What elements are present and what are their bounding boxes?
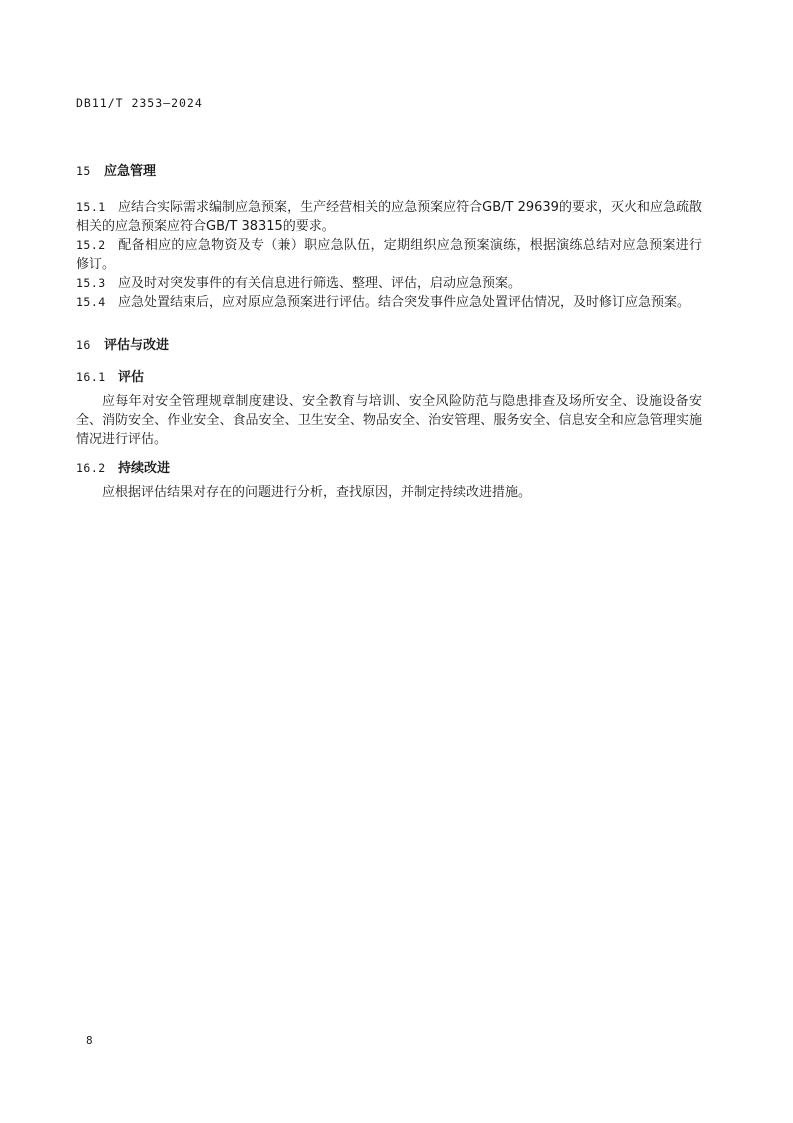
clause-text: 配备相应的应急物资及专（兼）职应急队伍，定期组织应急预案演练，根据演练总结对应急预案进行修订。 [76, 238, 702, 272]
page-content [76, 160, 702, 502]
section-number: 16 [76, 338, 91, 352]
subsection-number: 16.2 [76, 461, 106, 475]
clause-text: 应急处置结束后，应对原应急预案进行评估。结合突发事件应急处置评估情况，及时修订应急预案。 [118, 295, 691, 310]
page-number: 8 [86, 1034, 93, 1047]
section-title: 应急管理 [104, 164, 157, 179]
section-15-heading [76, 160, 702, 184]
clause-text: 应及时对突发事件的有关信息进行筛选、整理、评估，启动应急预案。 [118, 276, 522, 291]
clause-number: 15.4 [76, 295, 106, 309]
standard-code-header: DB11/T 2353—2024 [76, 96, 203, 110]
subsection-16-1-text: 应每年对安全管理规章制度建设、安全教育与培训、安全风险防范与隐患排查及场所安全、设施设备安全、消防安全、作业安全、食品安全、卫生安全、物品安全、治安管理、服务安全、信息安全和应急管理实施情况进行评估。 [76, 394, 702, 447]
clause-number: 15.2 [76, 238, 106, 252]
clause-text: 应结合实际需求编制应急预案，生产经营相关的应急预案应符合GB/T 29639的要求，灭火和应急疏散相关的应急预案应符合GB/T 38315的要求。 [76, 200, 702, 234]
clause-15-4 [76, 293, 702, 312]
clause-15-3 [76, 274, 702, 293]
section-title: 评估与改进 [104, 338, 170, 353]
clause-15-1 [76, 198, 702, 236]
clause-number: 15.1 [76, 200, 106, 214]
subsection-number: 16.1 [76, 370, 106, 384]
subsection-title: 持续改进 [118, 461, 171, 476]
clause-15-2 [76, 236, 702, 274]
subsection-title: 评估 [118, 370, 145, 385]
section-number: 15 [76, 164, 91, 178]
subsection-16-2-text: 应根据评估结果对存在的问题进行分析，查找原因，并制定持续改进措施。 [102, 485, 532, 500]
subsection-16-1-heading [76, 366, 702, 388]
subsection-16-2-heading [76, 457, 702, 479]
section-15-clauses [76, 198, 702, 312]
clause-number: 15.3 [76, 276, 106, 290]
section-16-heading [76, 334, 702, 358]
